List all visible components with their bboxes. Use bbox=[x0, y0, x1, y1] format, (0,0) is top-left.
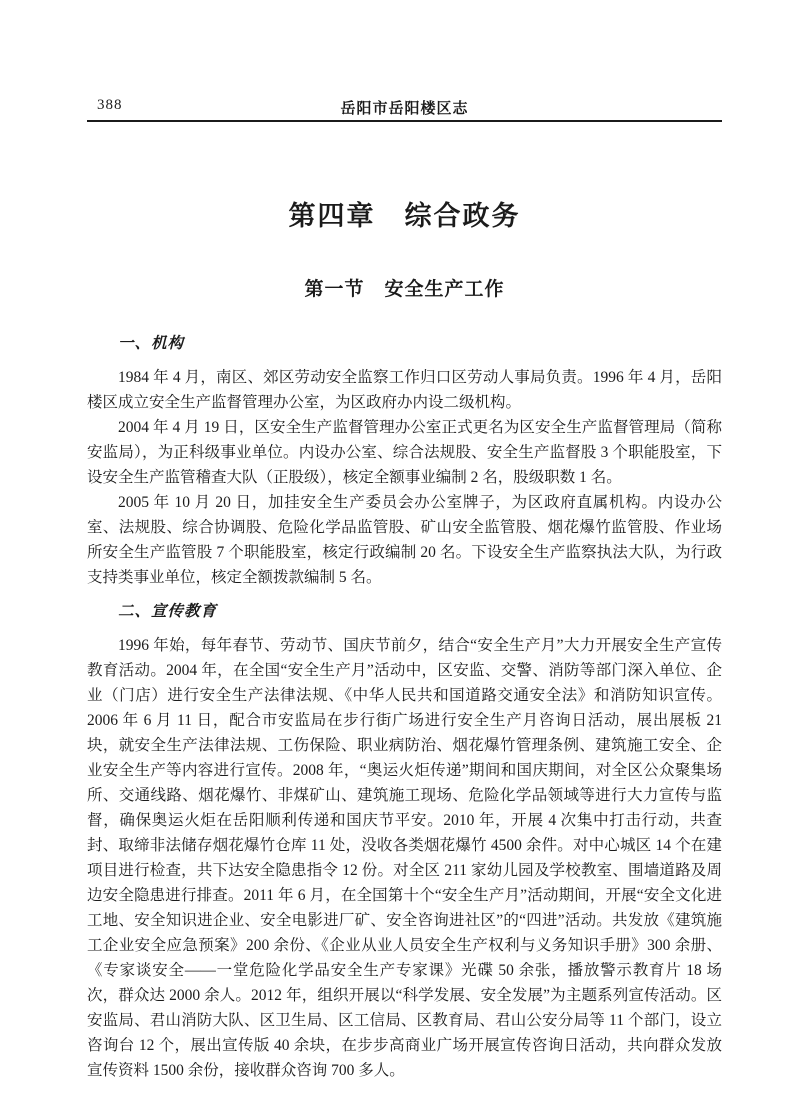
chapter-title: 第四章 综合政务 bbox=[288, 201, 521, 231]
subsection-publicity-education bbox=[87, 599, 722, 1083]
subsection-heading-publicity-education: 二、宣传教育 bbox=[118, 603, 218, 621]
running-header bbox=[87, 97, 722, 116]
body-paragraph: 2004 年 4 月 19 日，区安全生产监督管理办公室正式更名为区安全生产监督管理局（简称安监局），为正科级事业单位。内设办公室、综合法规股、安全生产监督股 3 个职能股室，下设安全生产监管稽查大队（正股级），核定全额事业编制 2 名，股级职数 1 名。 bbox=[87, 419, 722, 487]
section-title: 第一节 安全生产工作 bbox=[304, 278, 505, 300]
header-rule bbox=[87, 120, 722, 122]
body-paragraph: 1996 年始，每年春节、劳动节、国庆节前夕，结合“安全生产月”大力开展安全生产宣传教育活动。2004 年，在全国“安全生产月”活动中，区安监、交警、消防等部门深入单位、企业（门店）进行安全生产法律法规、《中华人民共和国道路交通安全法》和消防知识宣传。2006 年 6 月 11 日，配合市安监局在步行街广场进行安全生产月咨询日活动，展出展板 21 块，就安全生产法律法规、工伤保险、职业病防治、烟花爆竹管理条例、建筑施工安全、企业安全生产等内容进行宣传。2008 年，“奥运火炬传递”期间和国庆期间，对全区公众聚集场所、交通线路、烟花爆竹、非煤矿山、建筑施工现场、危险化学品领域等进行大力宣传与监督，确保奥运火炬在岳阳顺利传递和国庆节平安。2010 年，开展 4 次集中打击行动，共查封、取缔非法储存烟花爆竹仓库 11 处，没收各类烟花爆竹 4500 余件。对中心城区 14 个在建项目进行检查，共下达安全隐患指令 12 份。对全区 211 家幼儿园及学校教室、围墙道路及周边安全隐患进行排查。2011 年 6 月，在全国第十个“安全生产月”活动期间，开展“安全文化进工地、安全知识进企业、安全电影进厂矿、安全咨询进社区”的“四进”活动。共发放《建筑施工企业安全应急预案》200 余份、《企业从业人员安全生产权利与义务知识手册》300 余册、《专家谈安全——一堂危险化学品安全生产专家课》光碟 50 余张，播放警示教育片 18 场次，群众达 2000 余人。2012 年，组织开展以“科学发展、安全发展”为主题系列宣传活动。区安监局、君山消防大队、区卫生局、区工信局、区教育局、君山公安分局等 11 个部门，设立咨询台 12 个，展出宣传版 40 余块，在步步高商业广场开展宣传咨询日活动，共向群众发放宣传资料 1500 余份，接收群众咨询 700 多人。 bbox=[87, 637, 722, 1080]
body-paragraph: 2005 年 10 月 20 日，加挂安全生产委员会办公室牌子，为区政府直属机构。内设办公室、法规股、综合协调股、危险化学品监管股、矿山安全监管股、烟花爆竹监管股、作业场所安全生产监管股 7 个职能股室，核定行政编制 20 名。下设安全生产监察执法大队，为行政支持类事业单位，核定全额拨款编制 5 名。 bbox=[87, 494, 722, 587]
subsection-heading-organization: 一、机构 bbox=[118, 335, 185, 353]
body-paragraph: 1984 年 4 月，南区、郊区劳动安全监察工作归口区劳动人事局负责。1996 年 4 月，岳阳楼区成立安全生产监督管理办公室，为区政府办内设二级机构。 bbox=[87, 369, 722, 412]
page-number: 388 bbox=[97, 97, 123, 113]
book-title: 岳阳市岳阳楼区志 bbox=[340, 100, 469, 117]
subsection-organization bbox=[87, 331, 722, 590]
